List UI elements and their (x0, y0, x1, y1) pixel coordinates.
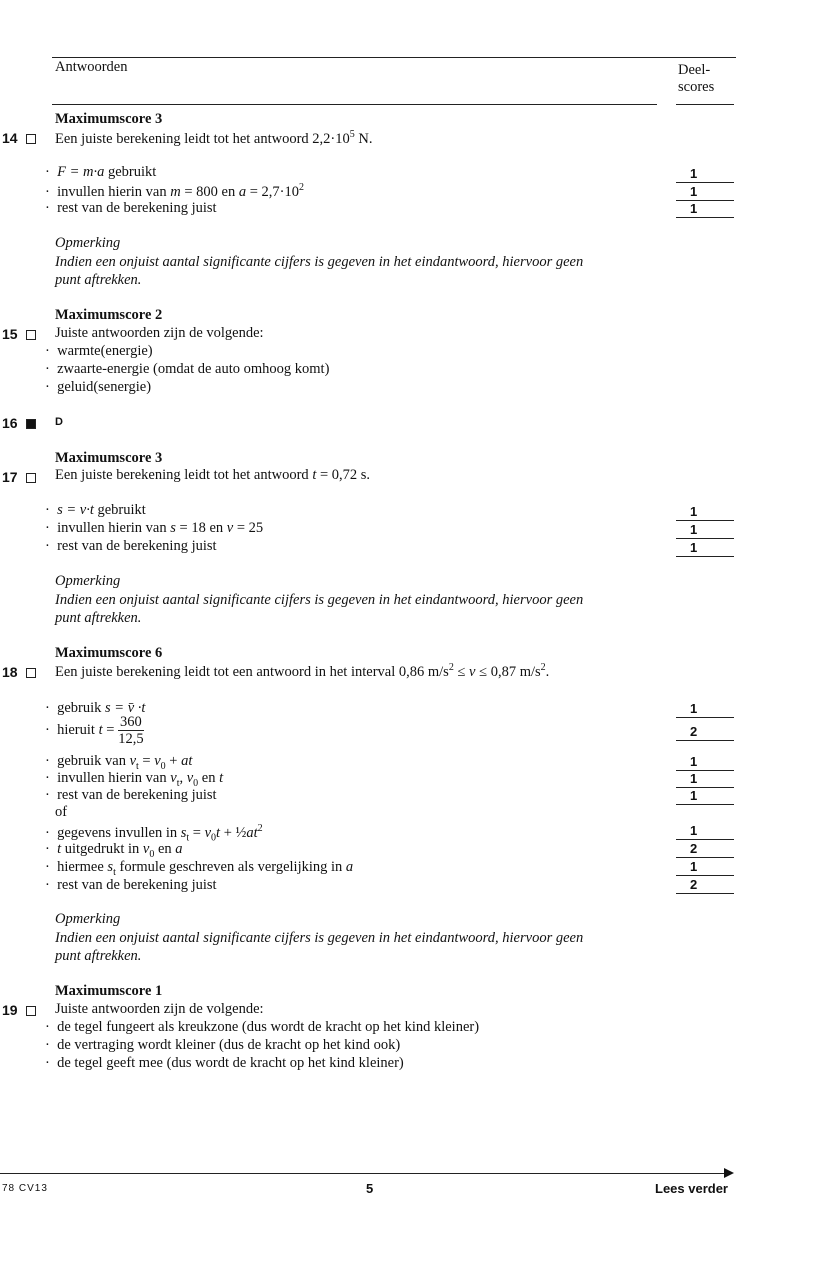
q18-number: 18 (2, 664, 18, 680)
q17-score-2: 1 (676, 522, 734, 539)
header-deelscores-1: Deel- (678, 62, 711, 78)
q18-bullet-2: · hieruit t = $\frac{360}{12,5}$ (45, 714, 144, 747)
q19-bullet-1: · de tegel fungeert als kreukzone (dus wordt de kracht op het kind kleiner) (45, 1019, 480, 1035)
q18-bullet-6: · gegevens invullen in $s_t = v_0t$ + $\frac{1}{2}at^2$ (45, 823, 263, 844)
q17-checkbox-icon (26, 473, 36, 483)
q18-of: of (55, 804, 68, 820)
q15-bullet-2: · zwaarte-energie (omdat de auto omhoog komt) (45, 361, 330, 377)
q18-score-3: 1 (676, 754, 734, 771)
footer-arrow-icon (724, 1168, 734, 1178)
q18-fraction: $\frac{360}{12,5}$ (118, 714, 144, 747)
q14-score-1: 1 (676, 166, 734, 183)
q18-bullet-9: · rest van de berekening juist (45, 877, 217, 893)
footer-page-number: 5 (366, 1181, 374, 1196)
header-deelscores-2: scores (678, 79, 715, 95)
q14-bullet-2: · invullen hierin van m = 800 en $a = 2,7\cdot 10^2$ (45, 182, 304, 200)
q17-number: 17 (2, 469, 18, 485)
footer-lees-verder: Lees verder (655, 1181, 728, 1196)
q17-bullet-2: · invullen hierin van s = 18 en v = 25 (45, 520, 264, 536)
q16-number: 16 (2, 415, 18, 431)
q18-bullet-3: · gebruik van $v_t = v_0$ + at (45, 753, 193, 772)
q15-bullet-3: · geluid(senergie) (45, 379, 152, 395)
header-score-rule (676, 104, 734, 105)
q18-remark-line2: punt aftrekken. (55, 948, 142, 964)
q18-bullet-1: · gebruik s = v̄ ·t (45, 700, 146, 716)
q17-remark-title: Opmerking (55, 573, 121, 589)
q14-bullet-1: · F = m·a gebruikt (45, 164, 157, 180)
q17-remark-line1: Indien een onjuist aantal significante cijfers is gegeven in het eindantwoord, hiervoor geen (55, 592, 584, 608)
q17-remark-line2: punt aftrekken. (55, 610, 142, 626)
q17-answer: Een juiste berekening leidt tot het antwoord t = 0,72 s. (55, 467, 371, 483)
q19-max-score: Maximumscore 1 (55, 983, 163, 999)
q18-answer: Een juiste berekening leidt tot een antwoord in het interval 0,86 $m/s^2 \le v \le 0,87$ $m/s^2$. (55, 662, 550, 680)
q14-score-3: 1 (676, 201, 734, 218)
q16-answer: D (55, 416, 63, 428)
q18-remark-title: Opmerking (55, 911, 121, 927)
q18-remark-line1: Indien een onjuist aantal significante cijfers is gegeven in het eindantwoord, hiervoor geen (55, 930, 584, 946)
q19-bullet-2: · de vertraging wordt kleiner (dus de kracht op het kind ook) (45, 1037, 401, 1053)
q17-bullet-3: · rest van de berekening juist (45, 538, 217, 554)
q19-number: 19 (2, 1002, 18, 1018)
q14-remark-title: Opmerking (55, 235, 121, 251)
header-antwoorden: Antwoorden (55, 59, 128, 75)
q15-answer: Juiste antwoorden zijn de volgende: (55, 325, 264, 341)
q14-remark-line2: punt aftrekken. (55, 272, 142, 288)
q18-bullet-4: · invullen hierin van $v_t$, $v_0$ en t (45, 770, 224, 789)
q14-checkbox-icon (26, 134, 36, 144)
q14-score-2: 1 (676, 184, 734, 201)
q18-score-1: 1 (676, 701, 734, 718)
q18-score-6: 1 (676, 823, 734, 840)
q18-score-4: 1 (676, 771, 734, 788)
q18-max-score: Maximumscore 6 (55, 645, 163, 661)
q17-bullet-1: · s = v·t gebruikt (45, 502, 146, 518)
q19-checkbox-icon (26, 1006, 36, 1016)
q15-max-score: Maximumscore 2 (55, 307, 163, 323)
q19-answer: Juiste antwoorden zijn de volgende: (55, 1001, 264, 1017)
q18-score-8: 1 (676, 859, 734, 876)
q17-score-3: 1 (676, 540, 734, 557)
q17-max-score: Maximumscore 3 (55, 450, 163, 466)
q18-bullet-8: · hiermee $s_t$ formule geschreven als vergelijking in a (45, 859, 354, 878)
header-bottom-rule (52, 104, 657, 105)
q15-checkbox-icon (26, 330, 36, 340)
q18-checkbox-icon (26, 668, 36, 678)
q18-score-7: 2 (676, 841, 734, 858)
q14-number: 14 (2, 130, 18, 146)
q16-checkbox-icon (26, 419, 36, 429)
q18-score-2: 2 (676, 724, 734, 741)
footer-code: 78 CV13 (2, 1183, 48, 1194)
header-top-rule (52, 57, 736, 58)
q17-score-1: 1 (676, 504, 734, 521)
q18-bullet-5: · rest van de berekening juist (45, 787, 217, 803)
q15-bullet-1: · warmte(energie) (45, 343, 153, 359)
q19-bullet-3: · de tegel geeft mee (dus wordt de kracht op het kind kleiner) (45, 1055, 404, 1071)
q18-score-9: 2 (676, 877, 734, 894)
q14-remark-line1: Indien een onjuist aantal significante cijfers is gegeven in het eindantwoord, hiervoor geen (55, 254, 584, 270)
q15-number: 15 (2, 326, 18, 342)
q18-score-5: 1 (676, 788, 734, 805)
q14-answer: Een juiste berekening leidt tot het antwoord $2,2\cdot 10^5$ N. (55, 129, 373, 147)
q18-bullet-7: · t uitgedrukt in $v_0$ en a (45, 841, 183, 860)
footer-rule (0, 1173, 728, 1174)
q14-bullet-3: · rest van de berekening juist (45, 200, 217, 216)
q14-max-score: Maximumscore 3 (55, 111, 163, 127)
